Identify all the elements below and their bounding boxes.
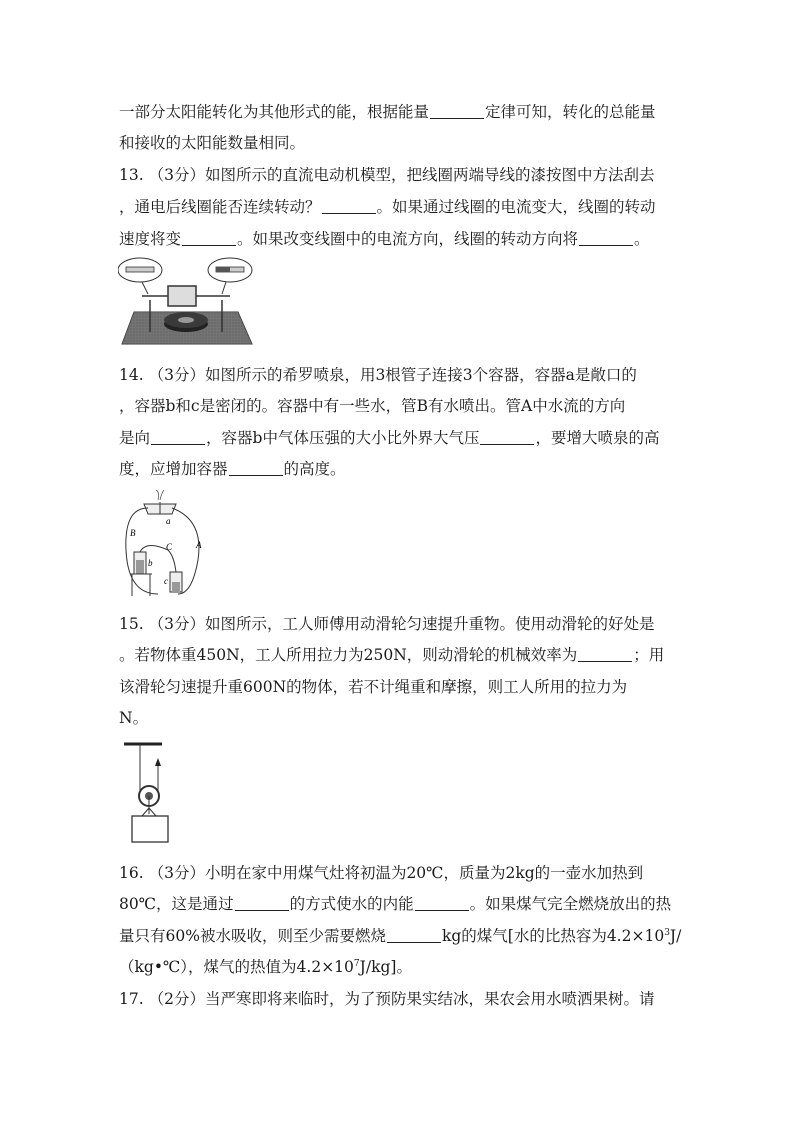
q16-line-2 [119, 894, 679, 914]
question-stem: 16. （3分）小明在家中用煤气灶将初温为20℃，质量为2kg的一壶水加热到 [119, 864, 644, 882]
text: 该滑轮匀速提升重600N的物体，若不计绳重和摩擦，则工人所用的拉力为 [119, 678, 628, 696]
answer-blank[interactable] [387, 928, 441, 943]
answer-blank[interactable] [579, 231, 633, 246]
text: ，通电后线圈能否连续转动？ [119, 198, 321, 216]
text: ，容器b和c是密闭的。容器中有一些水，管B有水喷出。管A中水流的方向 [119, 397, 626, 415]
pulley-figure [118, 738, 178, 848]
q15-line-2 [119, 645, 679, 665]
text: ，容器b中气体压强的大小比外界大气压 [206, 429, 480, 447]
q17-line-1 [119, 989, 679, 1009]
q15-line-4 [119, 708, 679, 728]
question-stem: 17. （2分）当严寒即将来临时，为了预防果实结冰，果农会用水喷洒果树。请 [119, 990, 655, 1008]
text: 定律可知，转化的总能量 [485, 103, 656, 121]
q14-line-2 [119, 396, 679, 416]
text: kg的煤气[水的比热容为4.2×10 [441, 927, 665, 945]
text: J/kg]。 [359, 958, 412, 976]
label-a: a [166, 516, 171, 526]
question-stem: 15. （3分）如图所示，工人师傅用动滑轮匀速提升重物。使用动滑轮的好处是 [119, 615, 655, 633]
q13-line-2 [119, 197, 679, 217]
answer-blank[interactable] [235, 896, 289, 911]
hero-fountain-figure [118, 490, 212, 602]
question-stem: 13. （3分）如图所示的直流电动机模型，把线圈两端导线的漆按图中方法刮去 [119, 166, 655, 184]
q16-line-3 [119, 926, 682, 946]
question-stem: 14. （3分）如图所示的希罗喷泉，用3根管子连接3个容器，容器a是敞口的 [119, 366, 637, 384]
text: J/ [669, 927, 682, 945]
q14-line-3 [119, 428, 679, 448]
dc-motor-figure [118, 256, 254, 348]
label-A: A [196, 540, 202, 550]
text: 是向 [119, 429, 151, 447]
label-C: C [166, 542, 173, 552]
answer-blank[interactable] [229, 461, 283, 476]
text: ；用 [633, 646, 665, 664]
text: ，要增大喷泉的高 [535, 429, 660, 447]
q13-line-3 [119, 229, 679, 249]
text: 。如果煤气完全燃烧放出的热 [469, 895, 672, 913]
answer-blank[interactable] [151, 430, 205, 445]
q12-line-2 [119, 133, 679, 153]
text: 。 [634, 230, 650, 248]
q12-line-1 [119, 102, 679, 122]
answer-blank[interactable] [430, 104, 484, 119]
answer-blank[interactable] [322, 199, 376, 214]
q14-line-4 [119, 459, 679, 479]
text: 的高度。 [283, 460, 346, 478]
text: （kg•℃），煤气的热值为4.2×10 [119, 958, 354, 976]
text: 。如果通过线圈的电流变大，线圈的转动 [376, 198, 656, 216]
text: 。若物体重450N，工人所用拉力为250N，则动滑轮的机械效率为 [119, 646, 578, 664]
text: 量只有60%被水吸收，则至少需要燃烧 [119, 927, 386, 945]
q13-line-1 [119, 165, 679, 185]
text: 。如果改变线圈中的电流方向，线圈的转动方向将 [237, 230, 579, 248]
exponent: 7 [353, 959, 360, 969]
text: 和接收的太阳能数量相同。 [119, 134, 306, 152]
answer-blank[interactable] [415, 896, 469, 911]
q15-line-3 [119, 677, 679, 697]
text: 的方式使水的内能 [289, 895, 414, 913]
exponent: 3 [664, 928, 670, 938]
answer-blank[interactable] [578, 647, 632, 662]
answer-blank[interactable] [182, 231, 236, 246]
text: 一部分太阳能转化为其他形式的能，根据能量 [119, 103, 430, 121]
label-B: B [130, 528, 136, 538]
label-c: c [164, 576, 168, 586]
q16-line-4 [119, 957, 679, 977]
text: 速度将变 [119, 230, 182, 248]
answer-blank[interactable] [480, 430, 534, 445]
text: N。 [119, 709, 149, 727]
label-b: b [148, 558, 153, 568]
text: 80℃，这是通过 [119, 895, 234, 913]
q14-line-1 [119, 365, 679, 385]
q15-line-1 [119, 614, 679, 634]
text: 度，应增加容器 [119, 460, 228, 478]
q16-line-1 [119, 863, 679, 883]
